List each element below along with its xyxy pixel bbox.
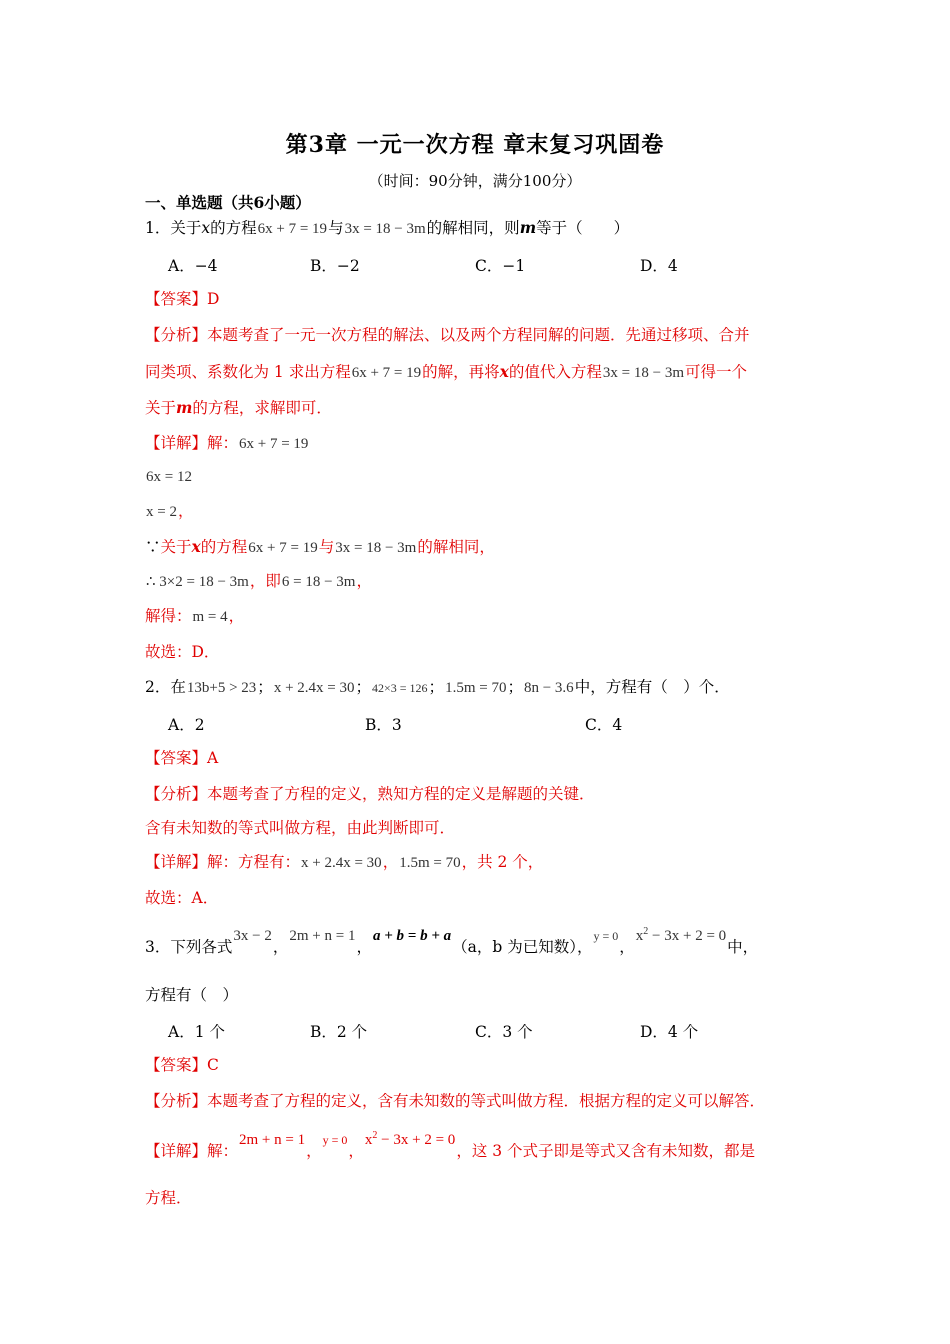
q3-option-a: A．1 个 [168,1023,225,1041]
q1-option-c: C．−1 [475,257,526,275]
q2-option-a: A．2 [168,716,205,734]
q1-analysis-line2: 同类项、系数化为 1 求出方程6x + 7 = 19的解，再将x的值代入方程3x = 18 − 3m可得一个 [145,362,748,381]
q2-option-c: C．4 [585,716,623,734]
q3-stem: 3．下列各式3x − 2，2m + n = 1，a + b = b + a（a，b 为已知数），$^{y = 0}$，$x^2 - 3x + 2 = 0$中， [145,926,759,956]
q1-detail-line1: 【详解】解：6x + 7 = 19 [145,434,309,452]
q2-detail: 【详解】解：方程有：x + 2.4x = 30，1.5m = 70，共 2 个， [145,853,544,871]
q3-analysis: 【分析】本题考查了方程的定义，含有未知数的等式叫做方程．根据方程的定义可以解答． [145,1092,766,1110]
q2-analysis-line1: 【分析】本题考查了方程的定义，熟知方程的定义是解题的关键． [145,785,595,803]
q3-stem-line2: 方程有（ ） [145,986,239,1004]
q1-detail-line3: x = 2， [146,502,194,520]
q3-answer: 【答案】C [145,1056,219,1074]
q2-option-b: B．3 [365,716,402,734]
q1-detail-line4: ∵关于x的方程6x + 7 = 19与3x = 18 − 3m的解相同， [145,537,495,556]
q3-detail: 【详解】解：2m + n = 1，$^{y = 0}$，$x^2 - 3x + 2 = 0$，这 3 个式子即是等式又含有未知数，都是 [145,1130,756,1160]
q2-answer: 【答案】A [145,749,219,767]
q3-detail-end: 方程． [145,1189,192,1207]
page-subtitle: （时间：90分钟，满分100分） [368,172,582,190]
q1-detail-line6: 解得：m = 4， [145,607,245,625]
q1-analysis-line1: 【分析】本题考查了一元一次方程的解法、以及两个方程同解的问题．先通过移项、合并 [145,326,750,344]
q2-choose: 故选：A． [145,889,219,907]
q3-option-d: D．4 个 [640,1023,699,1041]
q1-answer: 【答案】D [145,290,220,308]
q1-option-d: D．4 [640,257,678,275]
page-title: 第3章 一元一次方程 章末复习巩固卷 [285,132,665,158]
q3-option-b: B．2 个 [310,1023,368,1041]
q1-option-b: B．−2 [310,257,360,275]
section-heading: 一、单选题（共6小题） [145,193,311,212]
q2-stem: 2．在13b+5 > 23；x + 2.4x = 30；42×3 = 126；1.5m = 70；8n − 3.6中，方程有（ ）个． [145,678,730,696]
q1-choose: 故选：D． [145,643,220,661]
q2-analysis-line2: 含有未知数的等式叫做方程，由此判断即可． [145,819,456,837]
q3-option-c: C．3 个 [475,1023,533,1041]
q1-detail-line2: 6x = 12 [146,469,192,485]
q1-stem: 1．关于x的方程6x + 7 = 19与3x = 18 − 3m的解相同，则m等于（ ） [145,218,630,237]
q1-option-a: A．−4 [168,257,218,275]
q1-analysis-line3: 关于m的方程，求解即可． [145,398,332,417]
q1-detail-line5: ∴ 3×2 = 18 − 3m，即6 = 18 − 3m， [146,572,372,590]
